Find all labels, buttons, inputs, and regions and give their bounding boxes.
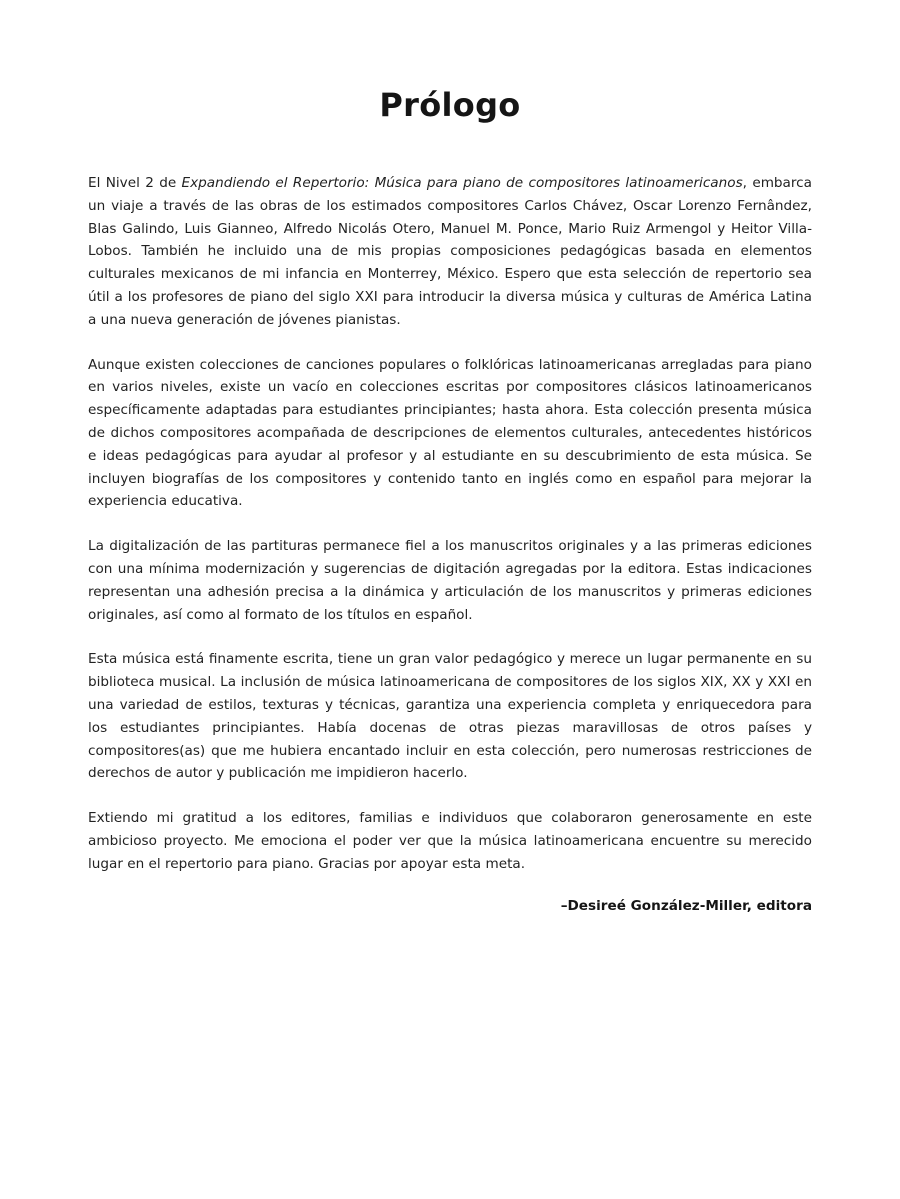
page-title: Prólogo [379, 86, 521, 124]
paragraph-1-rest: , embarca un viaje a través de las obras de los estimados compositores Carlos Chávez, Oscar Lorenzo Fernândez, Blas Galindo, Luis Gianneo, Alfredo Nicolás Otero, Manuel M. Ponce, Mario Ruiz Armengol y Heitor Villa-Lobos. También he incluido una de mis propias composiciones pedagógicas basada en elementos culturales mexicanos de mi infancia en Monterrey, México. Espero que esta selección de repertorio sea útil a los profesores de piano del siglo XXI para introducir la diversa música y culturas de América Latina a una nueva generación de jóvenes pianistas. [88, 175, 812, 328]
paragraph-2: Aunque existen colecciones de canciones populares o folklóricas latinoamericanas arregladas para piano en varios niveles, existe un vacío en colecciones escritas por compositores clásicos latinoamericanos específicamente adaptadas para estudiantes principiantes; hasta ahora. Esta colección presenta música de dichos compositores acompañada de descripciones de elementos culturales, antecedentes históricos e ideas pedagógicas para ayudar al profesor y al estudiante en su descubrimiento de esta música. Se incluyen biografías de los compositores y contenido tanto en inglés como en español para mejorar la experiencia educativa. [88, 356, 812, 510]
editor-signature: –Desireé González-Miller, editora [560, 897, 812, 914]
prologue-body [88, 172, 812, 914]
document-page [88, 0, 812, 914]
paragraph-3: La digitalización de las partituras permanece fiel a los manuscritos originales y a las primeras ediciones con una mínima modernización y sugerencias de digitación agregadas por la editora. Estas indicaciones representan una adhesión precisa a la dinámica y articulación de los manuscritos y primeras ediciones originales, así como al formato de los títulos en español. [88, 538, 812, 623]
paragraph-1-intro: El Nivel 2 de [88, 175, 182, 191]
paragraph-1 [88, 172, 812, 332]
book-title: Expandiendo el Repertorio: Música para piano de compositores latinoamericanos [181, 175, 743, 191]
paragraph-4: Esta música está finamente escrita, tiene un gran valor pedagógico y merece un lugar permanente en su biblioteca musical. La inclusión de música latinoamericana de compositores de los siglos XIX, XX y XXI en una variedad de estilos, texturas y técnicas, garantiza una experiencia completa y enriquecedora para los estudiantes principiantes. Había docenas de otras piezas maravillosas de otros países y compositores(as) que me hubiera encantado incluir en esta colección, pero numerosas restricciones de derechos de autor y publicación me impidieron hacerlo. [88, 651, 812, 782]
paragraph-5: Extiendo mi gratitud a los editores, familias e individuos que colaboraron generosamente en este ambicioso proyecto. Me emociona el poder ver que la música latinoamericana encuentre su merecido lugar en el repertorio para piano. Gracias por apoyar esta meta. [88, 810, 812, 872]
